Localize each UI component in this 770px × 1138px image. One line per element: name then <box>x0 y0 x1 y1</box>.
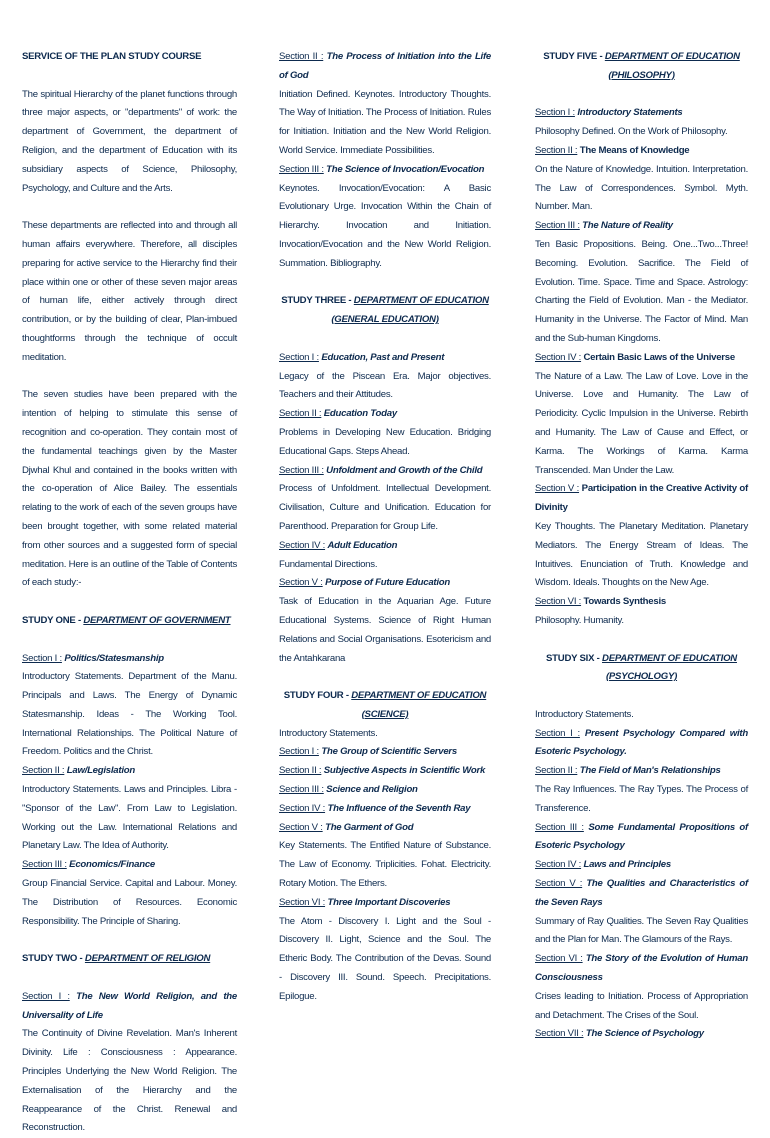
section-title: Science and Religion <box>326 784 418 796</box>
study-three-section-5 <box>279 574 491 668</box>
study-two-section-3 <box>279 161 491 274</box>
section-label: Section III : <box>279 784 324 796</box>
section-text <box>535 762 748 781</box>
section-title: The Garment of God <box>325 821 414 833</box>
section-text <box>279 894 491 913</box>
section-title: STUDY SIX - <box>546 652 600 664</box>
section-title: STUDY THREE - <box>281 295 352 307</box>
section-text <box>279 781 491 800</box>
section-title: Laws and Principles <box>583 859 671 871</box>
section-text <box>279 819 491 838</box>
section-text <box>279 48 491 86</box>
section-text: Process of Unfoldment. Intellectual Development. Civilisation, Culture and Unification. Education for Parenthood. Preparation for Group Life. <box>279 483 491 532</box>
study-five-section-2 <box>535 142 748 217</box>
study-one-heading <box>22 612 237 631</box>
section-label: Section III : <box>535 220 580 232</box>
study-one-section-3 <box>22 856 237 931</box>
section-text <box>535 725 748 763</box>
section-label: Section III : <box>279 163 324 175</box>
study-three-section-1 <box>279 349 491 405</box>
section-text: Initiation Defined. Keynotes. Introductory Thoughts. The Way of Initiation. The Process of Initiation. Rules for Initiation. Initiation and the New World Religion. World Service. Immediate Possibilities. <box>279 88 491 156</box>
study-six-section-2 <box>535 762 748 818</box>
section-title: The Process of Initiation into the Life of God <box>279 51 492 81</box>
section-label: Section I : <box>535 727 580 739</box>
section-text <box>22 988 237 1026</box>
section-text <box>535 950 748 988</box>
study-four-heading <box>279 687 491 706</box>
study-five-section-4 <box>535 349 748 481</box>
section-label: Section III : <box>22 859 67 871</box>
section-text <box>22 650 237 669</box>
column-1 <box>22 48 237 1138</box>
intro-paragraph-1: The spiritual Hierarchy of the planet functions through three major aspects, or "departments" of work: the department of Government, the department of Religion, and the department of Education with its subsidiary aspects of Science, Philosophy, Psychology, and Culture and the Arts. <box>22 88 237 194</box>
study-four-intro: Introductory Statements. <box>279 727 378 739</box>
section-label: Section V : <box>279 577 323 589</box>
section-label: Section IV : <box>279 802 326 814</box>
section-title: Participation in the Creative Activity of Divinity <box>535 483 748 514</box>
section-title: The Group of Scientific Servers <box>321 746 458 758</box>
section-label: Section IV : <box>535 859 582 871</box>
study-four-section-5 <box>279 819 491 894</box>
section-title: Towards Synthesis <box>583 596 666 608</box>
section-label: Section II : <box>279 408 322 420</box>
study-three-section-3 <box>279 462 491 537</box>
section-label: Section V : <box>535 878 583 890</box>
section-title: DEPARTMENT OF EDUCATION <box>351 690 487 702</box>
section-text <box>279 349 491 368</box>
study-five-section-3 <box>535 217 748 349</box>
section-title: Education, Past and Present <box>321 351 445 363</box>
section-title: Certain Basic Laws of the Universe <box>583 351 735 363</box>
section-title: Law/Legislation <box>66 765 135 777</box>
section-label: Section II : <box>279 765 322 777</box>
section-text <box>279 405 491 424</box>
study-six-section-7 <box>535 1025 748 1044</box>
section-text: On the Nature of Knowledge. Intuition. Interpretation. The Law of Correspondences. Symbol. Myth. Number. Man. <box>535 163 748 213</box>
section-title: DEPARTMENT OF EDUCATION <box>604 51 740 62</box>
study-four-section-1 <box>279 743 491 762</box>
section-text <box>22 856 237 875</box>
section-title: The New World Religion, and the Universality of Life <box>22 990 237 1021</box>
section-title: Three Important Discoveries <box>327 896 451 908</box>
section-text: Problems in Developing New Education. Bridging Educational Gaps. Steps Ahead. <box>279 426 491 457</box>
study-four-section-2 <box>279 762 491 781</box>
section-text <box>279 462 491 481</box>
section-title: The Field of Man's Relationships <box>579 765 721 777</box>
section-text: Group Financial Service. Capital and Labour. Money. The Distribution of Resources. Economic Responsibility. The Principle of Sharing. <box>22 878 237 927</box>
study-five-section-1 <box>535 104 748 142</box>
section-title: Subjective Aspects in Scientific Work <box>323 765 486 777</box>
section-text <box>279 161 491 180</box>
study-six-heading <box>535 650 748 669</box>
section-text: The Ray Influences. The Ray Types. The Process of Transference. <box>535 784 748 814</box>
section-title: Education Today <box>323 408 397 420</box>
section-text: Keynotes. Invocation/Evocation: A Basic Evolutionary Urge. Invocation Within the Chain of Hierarchy. Invocation and Initiation. Invocation/Evocation and the New World Religion. Summation. Bibliography. <box>279 182 491 269</box>
section-text: Task of Education in the Aquarian Age. Future Educational Systems. Science of Right Human Relations and Social Organisations. Esotericism and the Antahkarana <box>279 596 491 664</box>
intro-paragraph-2: These departments are reflected into and through all human affairs everywhere. Therefore, all disciples preparing for active service to the Hierarchy find their place within one or other of these seven major areas of human life, either actively through direct contribution, or by the building of clear, Plan-imbued thoughtforms through the technique of occult meditation. <box>22 220 237 363</box>
study-four-section-6 <box>279 894 491 1007</box>
section-label: Section III : <box>535 821 584 833</box>
study-six-subheading: (PSYCHOLOGY) <box>605 671 678 683</box>
study-three-section-2 <box>279 405 491 461</box>
section-title: Unfoldment and Growth of the Child <box>326 464 483 476</box>
section-label: Section I : <box>22 990 70 1002</box>
section-text: Legacy of the Piscean Era. Major objectives. Teachers and their Attitudes. <box>279 370 491 401</box>
study-five-section-5 <box>535 480 748 593</box>
section-text: Summary of Ray Qualities. The Seven Ray Qualities and the Plan for Man. The Glamours of the Rays. <box>535 915 748 946</box>
section-title: STUDY FIVE - <box>543 51 603 62</box>
section-title: DEPARTMENT OF GOVERNMENT <box>83 614 231 626</box>
section-title: The Influence of the Seventh Ray <box>327 802 471 814</box>
section-label: Section I : <box>279 351 319 363</box>
section-text <box>279 574 491 593</box>
section-text <box>535 593 748 612</box>
section-label: Section VI : <box>535 596 582 608</box>
section-label: Section II : <box>535 765 578 777</box>
section-text: Fundamental Directions. <box>279 558 378 570</box>
section-title: The Science of Psychology <box>585 1028 704 1040</box>
study-four-section-4 <box>279 800 491 819</box>
section-text <box>279 800 491 819</box>
section-text <box>535 217 748 236</box>
section-text: The Nature of a Law. The Law of Love. Love in the Universe. Love and Humanity. The Law of Periodicity. Cyclic Impulsion in the Universe. Rebirth and Humanity. The Law of Cause and Effect, or Karma. The Workings of Karma. Karma Transcended. Man Under the Law. <box>535 370 748 476</box>
section-text: The Continuity of Divine Revelation. Man's Inherent Divinity. Life : Consciousness : Appearance. Principles Underlying the New World Religion. The Externalisation of the Hierarchy and the Reappearance of the Christ. Renewal and Reconstruction. <box>22 1028 237 1134</box>
study-one-section-2 <box>22 762 237 856</box>
section-title: The Story of the Evolution of Human Consciousness <box>535 953 748 984</box>
study-three-section-4 <box>279 537 491 575</box>
section-label: Section V : <box>279 821 323 833</box>
study-six-section-4 <box>535 856 748 875</box>
section-title: The Means of Knowledge <box>579 144 690 156</box>
section-label: Section I : <box>535 107 575 119</box>
section-title: Adult Education <box>327 539 398 551</box>
study-six-section-5 <box>535 875 748 950</box>
section-title: STUDY ONE - <box>22 614 81 626</box>
section-title: Economics/Finance <box>69 859 156 871</box>
section-title: STUDY TWO - <box>22 953 83 965</box>
study-four-subheading: (SCIENCE) <box>361 708 409 720</box>
study-three-subheading: (GENERAL EDUCATION) <box>331 314 439 326</box>
study-six-intro: Introductory Statements. <box>535 708 634 720</box>
section-text: Philosophy. Humanity. <box>535 614 624 626</box>
section-text <box>535 875 748 913</box>
section-title: DEPARTMENT OF EDUCATION <box>602 652 737 664</box>
study-four-section-3 <box>279 781 491 800</box>
section-text: Crises leading to Initiation. Process of Appropriation and Detachment. The Crises of the Soul. <box>535 990 748 1021</box>
study-two-section-2 <box>279 48 491 161</box>
column-2 <box>279 48 491 1007</box>
study-five-heading <box>535 48 748 67</box>
section-text <box>279 743 491 762</box>
section-text <box>535 349 748 368</box>
section-text <box>535 819 748 857</box>
section-text <box>535 1025 748 1044</box>
section-label: Section VI : <box>279 896 326 908</box>
study-one-section-1 <box>22 650 237 763</box>
study-two-heading <box>22 950 237 969</box>
section-label: Section VI : <box>535 953 583 965</box>
section-text <box>535 480 748 518</box>
study-two-section-1 <box>22 988 237 1138</box>
study-five-section-6 <box>535 593 748 631</box>
section-text <box>535 142 748 161</box>
section-title: The Qualities and Characteristics of the Seven Rays <box>535 878 748 908</box>
study-five-subheading: (PHILOSOPHY) <box>608 69 675 81</box>
study-six-section-6 <box>535 950 748 1025</box>
section-text <box>535 856 748 875</box>
section-label: Section II : <box>279 51 324 62</box>
section-text: Ten Basic Propositions. Being. One...Two...Three! Becoming. Evolution. Sacrifice. The Field of Evolution. Time. Space. Time and Space. Astrology: Charting the Field of Evolution. Man - the Mediator. Humanity in the Universe. The Factor of Mind. Man and the Sub-human Kingdoms. <box>535 238 748 344</box>
section-title: Politics/Statesmanship <box>64 652 164 664</box>
section-title: Introductory Statements <box>577 107 683 119</box>
section-title: Present Psychology Compared with Esoteric Psychology. <box>535 727 748 758</box>
page-heading: SERVICE OF THE PLAN STUDY COURSE <box>22 51 202 62</box>
section-label: Section IV : <box>535 351 582 363</box>
section-text <box>279 762 491 781</box>
section-text <box>279 537 491 556</box>
section-text: Key Statements. The Entified Nature of Substance. The Law of Economy. Triplicities. Fohat. Electricity. Rotary Motion. The Ethers. <box>279 840 491 890</box>
section-title: STUDY FOUR - <box>283 690 349 702</box>
study-six-section-3 <box>535 819 748 857</box>
section-text: Introductory Statements. Laws and Principles. Libra - "Sponsor of the Law". From Law to Legislation. Working out the Law. International Relations and Planetary Law. The Idea of Authority. <box>22 784 237 852</box>
section-text: Philosophy Defined. On the Work of Philosophy. <box>535 126 728 138</box>
section-text: The Atom - Discovery I. Light and the Soul - Discovery II. Light, Science and the Soul. The Etheric Body. The Contribution of the Devas. Sound - Discovery III. Sound. Speech. Precipitations. Epilogue. <box>279 915 491 1002</box>
intro-paragraph-3: The seven studies have been prepared with the intention of helping to stimulate this sense of recognition and co-operation. They contain most of the fundamental teachings given by the Master Djwhal Khul and contained in the books written with the co-operation of Alice Bailey. The essentials relating to the work of each of the seven groups have been brought together, with some related material from other sources and a suggested form of special meditation. Here is an outline of the Table of Contents of each study:- <box>22 389 237 589</box>
section-text: Key Thoughts. The Planetary Meditation. Planetary Mediators. The Energy Stream of Ideas. The Intuitives. Enunciation of Truth. Knowledge and Wisdom. Ideals. Thoughts on the New Age. <box>535 520 748 589</box>
section-title: Purpose of Future Education <box>325 577 450 589</box>
section-text <box>22 762 237 781</box>
section-label: Section III : <box>279 464 324 476</box>
section-title: The Nature of Reality <box>582 220 673 232</box>
section-label: Section II : <box>535 144 578 156</box>
section-label: Section VII : <box>535 1028 584 1040</box>
study-six-section-1 <box>535 725 748 763</box>
section-label: Section V : <box>535 483 580 495</box>
section-title: Some Fundamental Propositions of Esoteric Psychology <box>535 821 748 852</box>
section-label: Section I : <box>22 652 62 664</box>
section-title: The Science of Invocation/Evocation <box>326 163 485 175</box>
section-title: DEPARTMENT OF EDUCATION <box>353 295 489 307</box>
section-label: Section IV : <box>279 539 326 551</box>
section-title: DEPARTMENT OF RELIGION <box>84 953 211 965</box>
section-text <box>535 104 748 123</box>
study-three-heading <box>279 292 491 311</box>
section-label: Section II : <box>22 765 65 777</box>
section-label: Section I : <box>279 746 319 758</box>
section-text: Introductory Statements. Department of the Manu. Principals and Laws. The Energy of Dynamic Statesmanship. Ideas - The Working Tool. International Relationships. The Political Nature of Freedom. Politics and the Christ. <box>22 671 237 758</box>
column-3 <box>535 48 748 1044</box>
